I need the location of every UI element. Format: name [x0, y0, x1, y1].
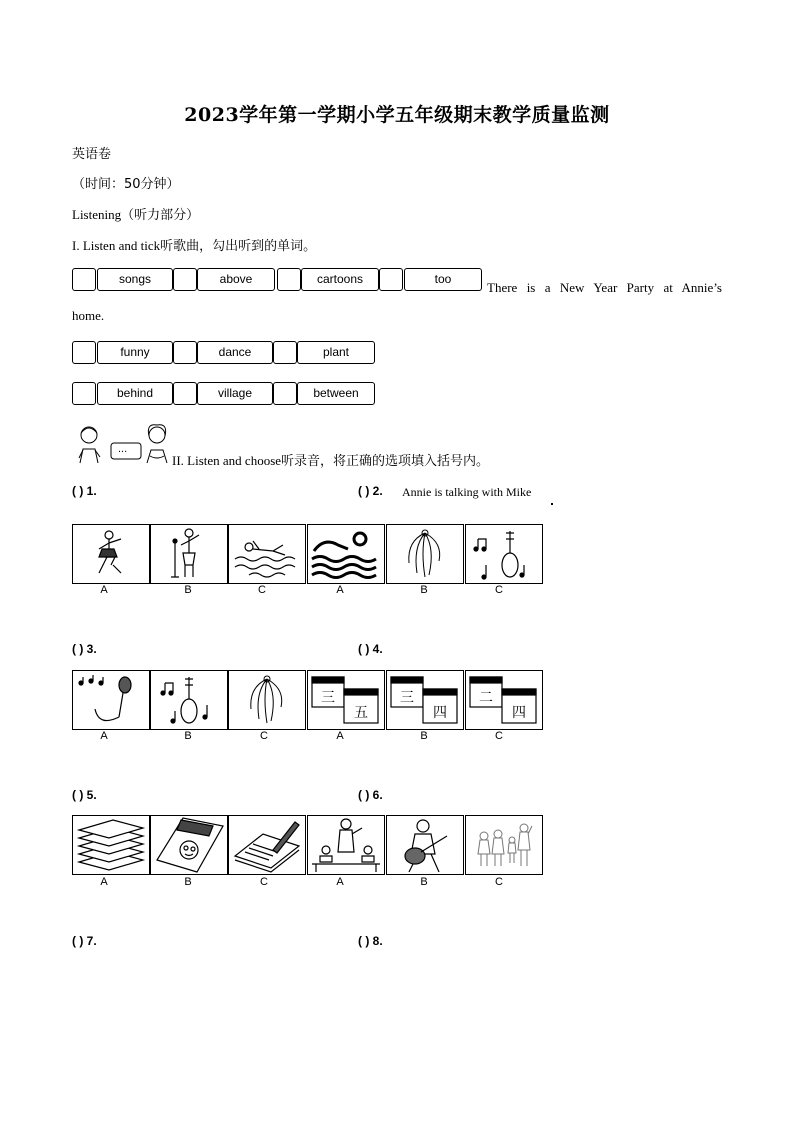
- q5-option-c[interactable]: [228, 815, 306, 875]
- tick-box-songs[interactable]: [72, 268, 96, 291]
- q6-option-c[interactable]: [465, 815, 543, 875]
- q6-option-b[interactable]: [386, 815, 464, 875]
- q2-number: ( ) 2.: [358, 484, 383, 498]
- tick-box-too[interactable]: [379, 268, 403, 291]
- q4-option-b[interactable]: [386, 670, 464, 730]
- singing-girl-icon: [151, 525, 227, 583]
- notebook-pencil-icon: [229, 816, 305, 874]
- q4-number: ( ) 4.: [358, 642, 383, 656]
- q5-number: ( ) 5.: [72, 788, 97, 802]
- q2-label-b: B: [420, 584, 428, 596]
- q6-label-c: C: [495, 876, 503, 888]
- dancing-girl-icon: [73, 525, 149, 583]
- word-box-songs: songs: [97, 268, 173, 291]
- sentence-line-2: home.: [72, 308, 105, 323]
- q5-label-b: B: [184, 876, 192, 888]
- q6-number: ( ) 6.: [358, 788, 383, 802]
- word-box-too: too: [404, 268, 482, 291]
- q6-label-a: A: [336, 876, 344, 888]
- q5-option-a[interactable]: [72, 815, 150, 875]
- calendar-icon: [308, 671, 384, 729]
- q2-text: Annie is talking with Mike: [402, 485, 532, 499]
- q3-option-a[interactable]: [72, 670, 150, 730]
- calendar-icon: [387, 671, 463, 729]
- microphone-icon: [73, 671, 149, 729]
- part2-instruction: II. Listen and choose听录音，将正确的选项填入括号内。: [172, 453, 490, 468]
- calendar-a-left-char: 三: [321, 690, 335, 706]
- word-box-funny: funny: [97, 341, 173, 364]
- q6-label-b: B: [420, 876, 428, 888]
- pipa-music-icon: [466, 525, 542, 583]
- speech-bubble-text: ...: [118, 443, 128, 455]
- calendar-a-right-char: 五: [354, 705, 368, 721]
- q6-option-a[interactable]: [307, 815, 385, 875]
- tick-box-funny[interactable]: [72, 341, 96, 364]
- q3-label-b: B: [184, 730, 192, 742]
- q2-option-b[interactable]: [386, 524, 464, 584]
- q4-label-a: A: [336, 730, 344, 742]
- q1-option-c[interactable]: [228, 524, 306, 584]
- word-box-above: above: [197, 268, 275, 291]
- tick-box-village[interactable]: [173, 382, 197, 405]
- q5-label-c: C: [260, 876, 268, 888]
- q8-number: ( ) 8.: [358, 934, 383, 948]
- word-box-dance: dance: [197, 341, 273, 364]
- ribbon-icon: [229, 671, 305, 729]
- q2-option-a[interactable]: [307, 524, 385, 584]
- tick-box-above[interactable]: [173, 268, 197, 291]
- q1-label-b: B: [184, 584, 192, 596]
- calendar-c-right-char: 四: [512, 705, 526, 721]
- q1-option-a[interactable]: [72, 524, 150, 584]
- q1-option-b[interactable]: [150, 524, 228, 584]
- page-title: 2023学年第一学期小学五年级期末教学质量监测: [184, 104, 610, 126]
- part1-instruction: I. Listen and tick听歌曲，勾出听到的单词。: [72, 238, 317, 253]
- q4-option-a[interactable]: [307, 670, 385, 730]
- q2-option-c[interactable]: [465, 524, 543, 584]
- q2-label-c: C: [495, 584, 503, 596]
- calendar-c-left-char: 二: [479, 690, 493, 706]
- word-box-cartoons: cartoons: [301, 268, 379, 291]
- q4-option-c[interactable]: [465, 670, 543, 730]
- q7-number: ( ) 7.: [72, 934, 97, 948]
- q3-option-b[interactable]: [150, 670, 228, 730]
- q1-label-c: C: [258, 584, 266, 596]
- q4-label-b: B: [420, 730, 428, 742]
- word-box-between: between: [297, 382, 375, 405]
- tick-box-plant[interactable]: [273, 341, 297, 364]
- books-icon: [73, 816, 149, 874]
- section-label: Listening（听力部分）: [72, 207, 200, 222]
- time-label: （时间：50分钟）: [72, 177, 180, 192]
- q1-number: ( ) 1.: [72, 484, 97, 498]
- q3-label-c: C: [260, 730, 268, 742]
- pipa-music-icon: [151, 671, 227, 729]
- q3-label-a: A: [100, 730, 108, 742]
- teacher-class-icon: [308, 816, 384, 874]
- calendar-b-left-char: 三: [400, 690, 414, 706]
- calendar-icon: [466, 671, 542, 729]
- tick-box-between[interactable]: [273, 382, 297, 405]
- sentence-line-1: There is a New Year Party at Annie’s: [487, 280, 722, 295]
- q5-label-a: A: [100, 876, 108, 888]
- family-icon: [466, 816, 542, 874]
- word-box-behind: behind: [97, 382, 173, 405]
- word-box-plant: plant: [297, 341, 375, 364]
- word-box-village: village: [197, 382, 273, 405]
- q4-label-c: C: [495, 730, 503, 742]
- q5-option-b[interactable]: [150, 815, 228, 875]
- guitar-man-icon: [387, 816, 463, 874]
- swimming-sign-icon: [308, 525, 384, 583]
- q1-label-a: A: [100, 584, 108, 596]
- ribbon-icon: [387, 525, 463, 583]
- cartoon-book-icon: [151, 816, 227, 874]
- q3-option-c[interactable]: [228, 670, 306, 730]
- tick-box-dance[interactable]: [173, 341, 197, 364]
- q2-period: [551, 503, 553, 505]
- q3-number: ( ) 3.: [72, 642, 97, 656]
- tick-box-cartoons[interactable]: [277, 268, 301, 291]
- calendar-b-right-char: 四: [433, 705, 447, 721]
- q2-label-a: A: [336, 584, 344, 596]
- subject-label: 英语卷: [72, 147, 112, 162]
- swimmer-icon: [229, 525, 305, 583]
- tick-box-behind[interactable]: [72, 382, 96, 405]
